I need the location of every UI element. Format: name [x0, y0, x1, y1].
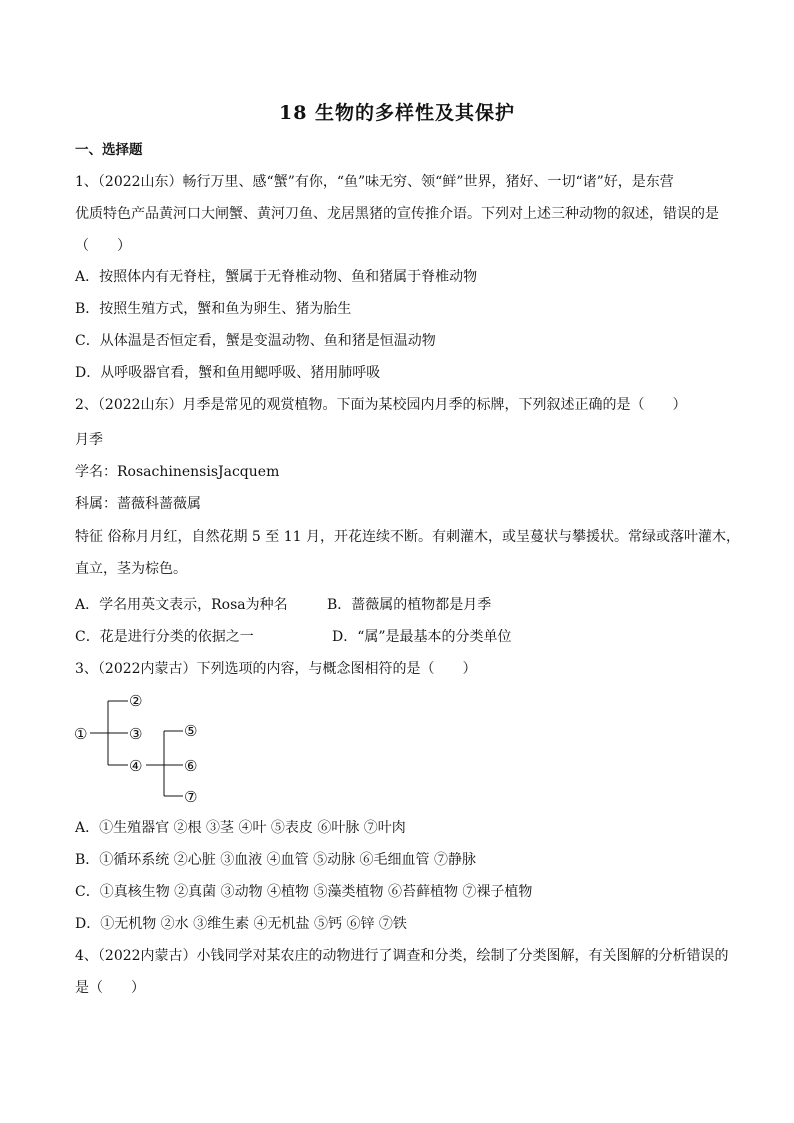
q2-sign-family: 科属：蔷薇科蔷薇属	[75, 496, 201, 512]
q1-option-c: C．从体温是否恒定看，蟹是变温动物、鱼和猪是恒温动物	[75, 333, 436, 349]
diagram-node-7: ⑦	[184, 788, 198, 806]
q2-sign-scientific-name: 学名：RosachinensisJacquem	[75, 464, 280, 480]
q2-options-row-1	[75, 595, 492, 615]
diagram-node-1: ①	[74, 725, 88, 743]
q1-option-a: A．按照体内有无脊柱，蟹属于无脊椎动物、鱼和猪属于脊椎动物	[75, 269, 478, 285]
q1-option-d: D．从呼吸器官看，蟹和鱼用鳃呼吸、猪用肺呼吸	[75, 365, 381, 381]
q2-option-b: B．蔷薇属的植物都是月季	[327, 597, 492, 613]
page-title: 18 生物的多样性及其保护	[278, 102, 516, 124]
q3-stem: 3、（2022内蒙古）下列选项的内容，与概念图相符的是（ ）	[75, 661, 477, 677]
diagram-node-6: ⑥	[184, 757, 198, 775]
q1-stem-line-3: （ ）	[75, 238, 131, 254]
q2-options-row-2	[75, 627, 512, 647]
diagram-node-2: ②	[129, 692, 143, 710]
q4-stem-line-2: 是（ ）	[75, 980, 145, 996]
q3-option-c: C．①真核生物 ②真菌 ③动物 ④植物 ⑤藻类植物 ⑥苔藓植物 ⑦裸子植物	[75, 884, 533, 900]
q1-stem-line-2: 优质特色产品黄河口大闸蟹、黄河刀鱼、龙居黑猪的宣传推介语。下列对上述三种动物的叙述，错误的是	[75, 206, 719, 222]
q2-sign-name: 月季	[75, 432, 103, 448]
q3-option-d: D．①无机物 ②水 ③维生素 ④无机盐 ⑤钙 ⑥锌 ⑦铁	[75, 916, 407, 932]
q3-option-a: A．①生殖器官 ②根 ③茎 ④叶 ⑤表皮 ⑥叶脉 ⑦叶肉	[75, 820, 406, 836]
section-heading: 一、选择题	[75, 142, 143, 158]
q2-stem: 2、（2022山东）月季是常见的观赏植物。下面为某校园内月季的标牌，下列叙述正确的是（ ）	[75, 397, 687, 413]
q1-stem-line-1: 1、（2022山东）畅行万里、感“蟹”有你，“鱼”味无穷、领“鲜”世界，猪好、一切“诸”好，是东营	[75, 174, 674, 190]
q2-option-a: A．学名用英文表示，Rosa为种名	[75, 597, 288, 613]
diagram-node-3: ③	[129, 725, 143, 743]
q2-option-d: D．“属”是最基本的分类单位	[332, 629, 512, 645]
q3-option-b: B．①循环系统 ②心脏 ③血液 ④血管 ⑤动脉 ⑥毛细血管 ⑦静脉	[75, 852, 476, 868]
q2-sign-feature-line-1: 特征 俗称月月红，自然花期 5 至 11 月，开花连续不断。有刺灌木，或呈蔓状与攀援状。常绿或落叶灌木，	[75, 529, 740, 545]
diagram-node-5: ⑤	[184, 722, 198, 740]
diagram-node-4: ④	[129, 757, 143, 775]
q1-option-b: B．按照生殖方式，蟹和鱼为卵生、猪为胎生	[75, 301, 352, 317]
q2-sign-feature-line-2: 直立，茎为棕色。	[75, 561, 187, 577]
concept-diagram	[60, 686, 260, 806]
q4-stem-line-1: 4、（2022内蒙古）小钱同学对某农庄的动物进行了调查和分类，绘制了分类图解，有关图解的分析错误的	[75, 948, 729, 964]
q2-option-c: C．花是进行分类的依据之一	[75, 629, 254, 645]
